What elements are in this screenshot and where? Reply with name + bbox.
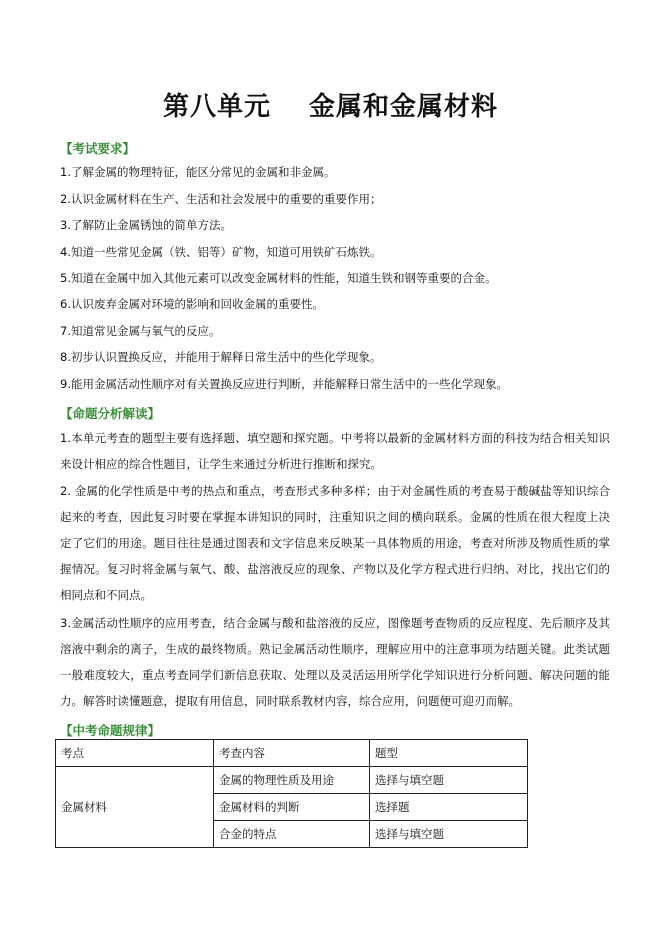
content-cell: 金属材料的判断 (214, 794, 370, 821)
exam-requirements-heading: 【考试要求】 (60, 141, 136, 156)
requirement-item: 2.认识金属材料在生产、生活和社会发展中的重要的重要作用； (60, 192, 382, 206)
content-cell: 金属的物理性质及用途 (214, 767, 370, 794)
header-cell: 考点 (56, 740, 214, 767)
title-unit: 第八单元 (162, 92, 271, 122)
analysis-paragraph: 1.本单元考查的题型主要有选择题、填空题和探究题。中考将以最新的金属材料方面的科技为结合相关知识来设计相应的综合性题目，让学生来通过分析进行推断和探究。 (60, 431, 610, 471)
header-cell: 题型 (370, 740, 528, 767)
analysis-paragraph: 3.金属活动性顺序的应用考查，结合金属与酸和盐溶液的反应，图像题考查物质的反应程度、先后顺序及其溶液中剩余的离子，生成的最终物质。熟记金属活动性顺序，理解应用中的注意事项为结题关键。此类试题一般难度较大，重点考查同学们新信息获取、处理以及灵活运用所学化学知识进行分析问题、解决问题的能力。解答时读懂题意，提取有用信息，同时联系教材内容，综合应用，问题便可迎刃而解。 (60, 616, 610, 708)
page-title (0, 86, 661, 123)
analysis-paragraph: 2. 金属的化学性质是中考的热点和重点，考查形式多种多样；由于对金属性质的考查易于酸碱盐等知识综合起来的考查，因此复习时要在掌握本讲知识的同时，注重知识之间的横向联系。金属的性质在很大程度上决定了它们的用途。题目往往是通过图表和文字信息来反映某一具体物质的用途，考查对所涉及物质性质的掌握情况。复习时将金属与氧气、酸、盐溶液反应的现象、产物以及化学方程式进行归纳、对比，找出它们的相同点和不同点。 (60, 484, 610, 602)
requirement-item: 9.能用金属活动性顺序对有关置换反应进行判断，并能解释日常生活中的一些化学现象。 (60, 377, 508, 391)
requirement-item: 8.初步认识置换反应，并能用于解释日常生活中的些化学现象。 (60, 350, 382, 364)
requirement-item: 1.了解金属的物理特征，能区分常见的金属和非金属。 (60, 165, 336, 179)
requirement-item: 7.知道常见金属与氧气的反应。 (60, 324, 221, 338)
header-cell: 考查内容 (214, 740, 370, 767)
requirement-item: 5.知道在金属中加入其他元素可以改变金属材料的性能，知道生铁和钢等重要的合金。 (60, 271, 497, 285)
table-header-row (56, 740, 528, 767)
type-cell: 选择与填空题 (370, 821, 528, 848)
rules-table (55, 739, 528, 848)
topic-cell: 金属材料 (56, 767, 214, 848)
requirement-item: 6.认识废弃金属对环境的影响和回收金属的重要性。 (60, 297, 324, 311)
type-cell: 选择与填空题 (370, 767, 528, 794)
type-cell: 选择题 (370, 794, 528, 821)
analysis-heading: 【命题分析解读】 (60, 406, 161, 421)
title-topic: 金属和金属材料 (309, 92, 499, 122)
requirement-item: 4.知道一些常见金属（铁、铝等）矿物，知道可用铁矿石炼铁。 (60, 245, 382, 259)
table-row (56, 767, 528, 794)
content-cell: 合金的特点 (214, 821, 370, 848)
requirement-item: 3.了解防止金属锈蚀的简单方法。 (60, 218, 232, 232)
rules-heading: 【中考命题规律】 (60, 723, 161, 738)
